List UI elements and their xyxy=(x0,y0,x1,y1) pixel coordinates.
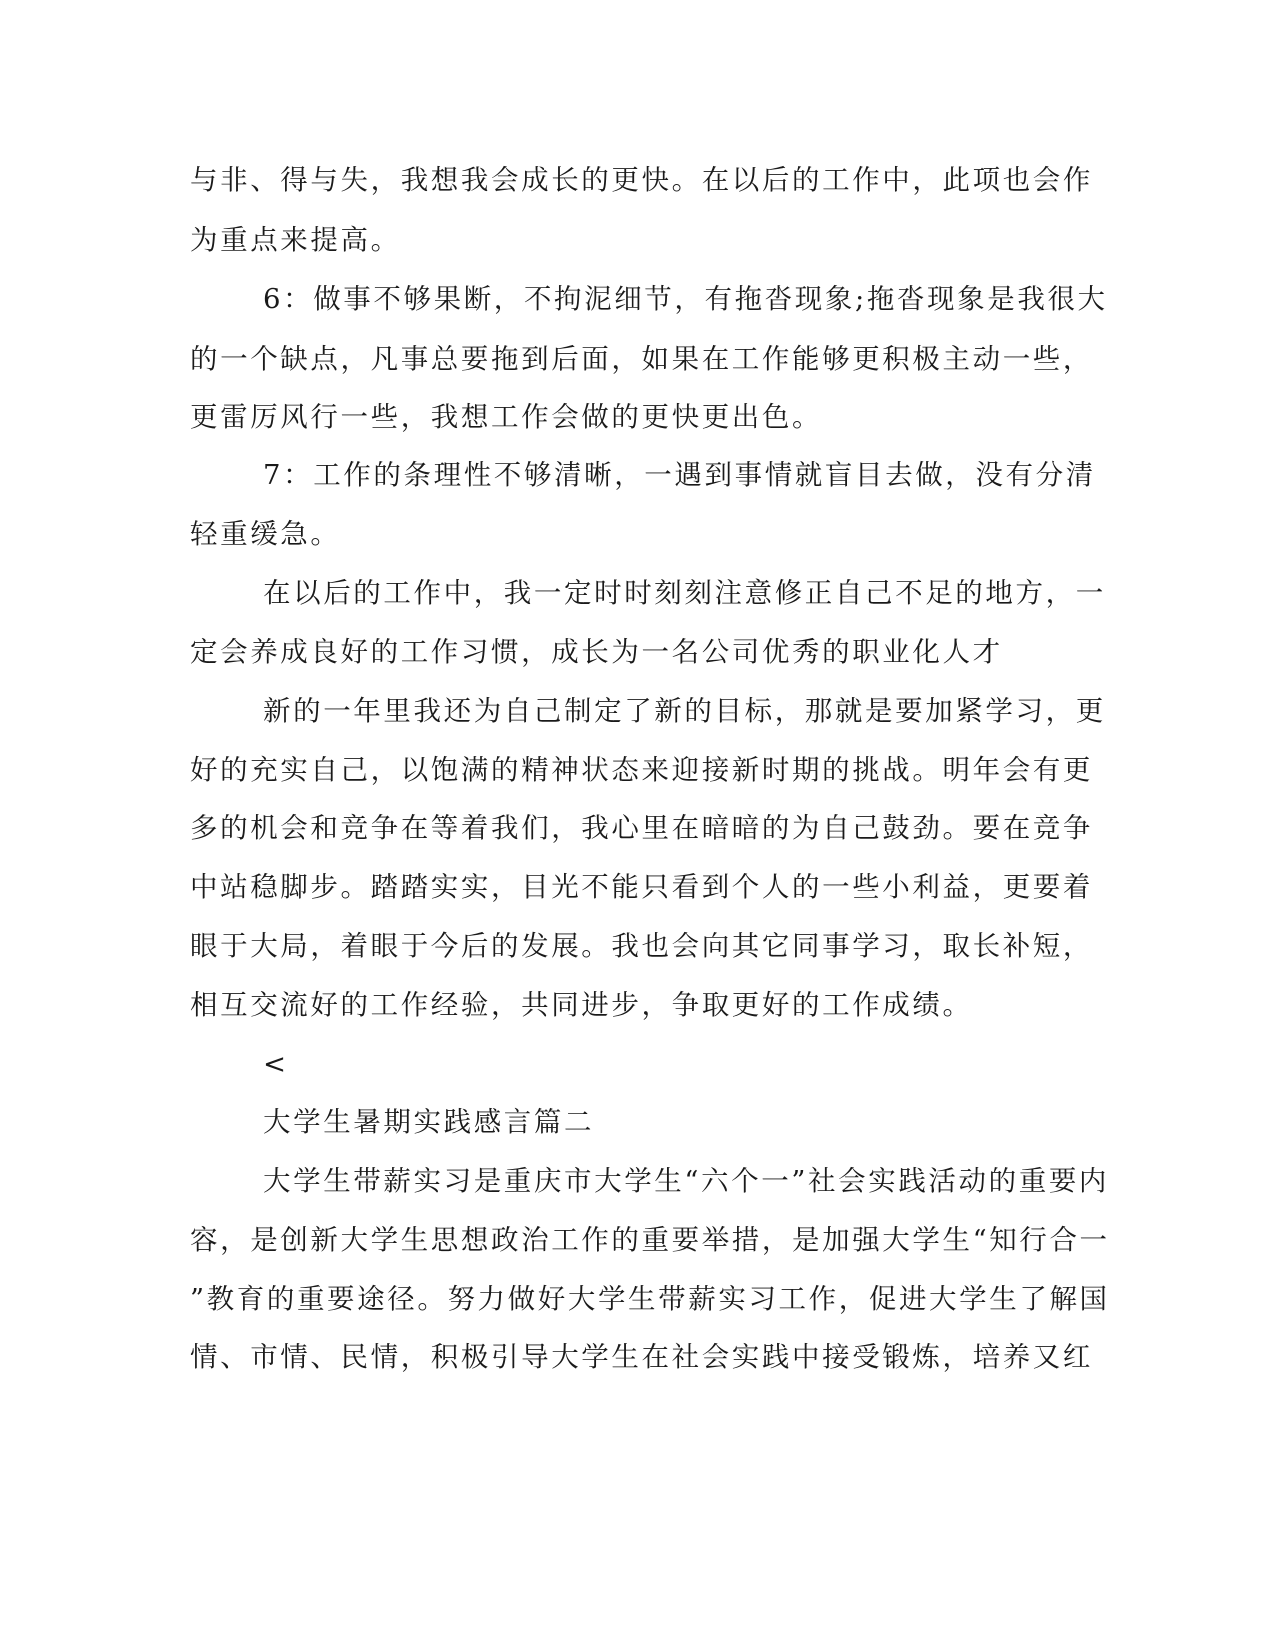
text-line: < xyxy=(263,1048,289,1080)
text-line: 中站稳脚步。踏踏实实，目光不能只看到个人的一些小利益，更要着 xyxy=(190,871,1093,903)
text-line: 在以后的工作中，我一定时时刻刻注意修正自己不足的地方，一 xyxy=(263,577,1106,609)
text-line: 大学生带薪实习是重庆市大学生“六个一”社会实践活动的重要内 xyxy=(263,1165,1110,1197)
section-heading: 大学生暑期实践感言篇二 xyxy=(263,1106,595,1138)
text-line: 与非、得与失，我想我会成长的更快。在以后的工作中，此项也会作 xyxy=(190,164,1093,196)
text-line: 为重点来提高。 xyxy=(190,224,401,256)
text-line: 多的机会和竞争在等着我们，我心里在暗暗的为自己鼓劲。要在竞争 xyxy=(190,812,1093,844)
text-line: 好的充实自己，以饱满的精神状态来迎接新时期的挑战。明年会有更 xyxy=(190,754,1093,786)
text-line: 情、市情、民情，积极引导大学生在社会实践中接受锻炼，培养又红 xyxy=(190,1341,1093,1373)
text-line: 轻重缓急。 xyxy=(190,518,341,550)
text-line: 容，是创新大学生思想政治工作的重要举措，是加强大学生“知行合一 xyxy=(190,1224,1110,1256)
text-line: 定会养成良好的工作习惯，成长为一名公司优秀的职业化人才 xyxy=(190,636,1003,668)
text-line: 的一个缺点，凡事总要拖到后面，如果在工作能够更积极主动一些， xyxy=(190,343,1093,375)
text-line: 相互交流好的工作经验，共同进步，争取更好的工作成绩。 xyxy=(190,989,973,1021)
text-line: 更雷厉风行一些，我想工作会做的更快更出色。 xyxy=(190,401,823,433)
text-line: 新的一年里我还为自己制定了新的目标，那就是要加紧学习，更 xyxy=(263,695,1106,727)
text-line: 6：做事不够果断，不拘泥细节，有拖沓现象;拖沓现象是我很大 xyxy=(263,283,1108,315)
text-line: 眼于大局，着眼于今后的发展。我也会向其它同事学习，取长补短， xyxy=(190,930,1093,962)
text-line: ”教育的重要途径。努力做好大学生带薪实习工作，促进大学生了解国 xyxy=(190,1283,1110,1315)
text-line: 7：工作的条理性不够清晰，一遇到事情就盲目去做，没有分清 xyxy=(263,459,1096,491)
